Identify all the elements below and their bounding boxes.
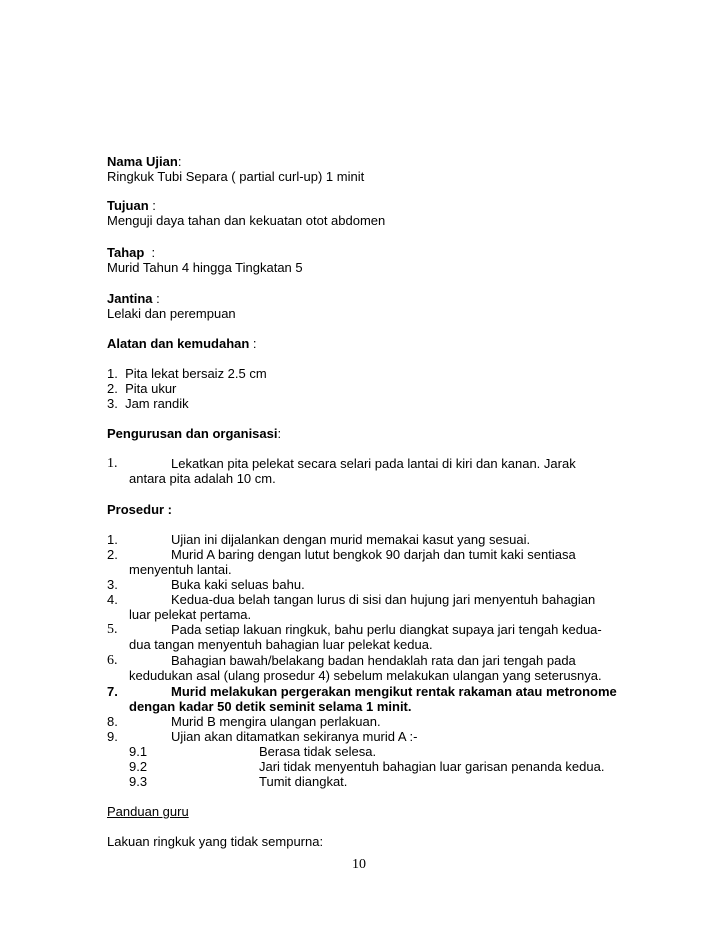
- nama-ujian-colon: :: [177, 154, 182, 169]
- list-number: 9.3: [129, 774, 148, 789]
- jantina-colon: :: [152, 291, 160, 306]
- panduan-text: Lakuan ringkuk yang tidak sempurna:: [107, 834, 324, 849]
- list-number: 6.: [107, 653, 118, 668]
- list-text: Kedua-dua belah tangan lurus di sisi dan hujung jari menyentuh bahagian: [171, 592, 596, 607]
- tahap-value: Murid Tahun 4 hingga Tingkatan 5: [107, 260, 303, 275]
- alatan-label: Alatan dan kemudahan: [107, 336, 250, 351]
- field-alatan: [107, 336, 707, 351]
- list-item: [107, 396, 707, 411]
- jantina-label: Jantina: [107, 291, 153, 306]
- list-text: Tumit diangkat.: [259, 774, 348, 789]
- prosedur-item-2-continued: menyentuh lantai.: [129, 562, 232, 577]
- pengurusan-heading: [107, 426, 707, 441]
- pengurusan-label: Pengurusan dan organisasi: [107, 426, 278, 441]
- tahap-label: Tahap: [107, 245, 145, 260]
- tahap-colon: :: [144, 245, 156, 260]
- list-text: Jam randik: [125, 396, 189, 411]
- list-number: 9.: [107, 729, 118, 744]
- prosedur-label: Prosedur :: [107, 502, 173, 517]
- list-item: [107, 366, 707, 381]
- list-number: 9.2: [129, 759, 148, 774]
- list-number: 1.: [107, 532, 118, 547]
- list-number: 1.: [107, 366, 118, 381]
- list-number: 5.: [107, 622, 118, 637]
- list-text: Bahagian bawah/belakang badan hendaklah rata dan jari tengah pada: [171, 653, 576, 668]
- list-number: 7.: [107, 684, 118, 699]
- list-number: 9.1: [129, 744, 148, 759]
- field-tahap: [107, 245, 707, 275]
- list-number: 1.: [107, 456, 118, 471]
- pengurusan-item-continued: antara pita adalah 10 cm.: [129, 471, 276, 486]
- prosedur-item-7-continued: dengan kadar 50 detik seminit selama 1 minit.: [129, 699, 412, 714]
- list-text: Murid A baring dengan lutut bengkok 90 darjah dan tumit kaki sentiasa: [171, 547, 576, 562]
- tujuan-colon: :: [148, 198, 156, 213]
- list-text: Pita lekat bersaiz 2.5 cm: [125, 366, 267, 381]
- list-number: 2.: [107, 381, 118, 396]
- list-text: Ujian akan ditamatkan sekiranya murid A :-: [171, 729, 418, 744]
- alatan-colon: :: [249, 336, 257, 351]
- nama-ujian-label: Nama Ujian: [107, 154, 178, 169]
- list-text: Lekatkan pita pelekat secara selari pada lantai di kiri dan kanan. Jarak: [171, 456, 576, 471]
- list-text: Pada setiap lakuan ringkuk, bahu perlu diangkat supaya jari tengah kedua-: [171, 622, 602, 637]
- tujuan-value: Menguji daya tahan dan kekuatan otot abdomen: [107, 213, 386, 228]
- alatan-list: [107, 366, 707, 411]
- panduan-guru-title: Panduan guru: [107, 804, 189, 819]
- list-number: 4.: [107, 592, 118, 607]
- list-text: Ujian ini dijalankan dengan murid memakai kasut yang sesuai.: [171, 532, 531, 547]
- tujuan-label: Tujuan: [107, 198, 149, 213]
- list-number: 2.: [107, 547, 118, 562]
- prosedur-item-4-continued: luar pelekat pertama.: [129, 607, 252, 622]
- panduan-heading: [107, 804, 707, 819]
- jantina-value: Lelaki dan perempuan: [107, 306, 236, 321]
- page-number: 10: [352, 857, 366, 872]
- list-item: [107, 381, 707, 396]
- list-number: 3.: [107, 577, 118, 592]
- list-text: Jari tidak menyentuh bahagian luar garisan penanda kedua.: [259, 759, 605, 774]
- list-text: Murid B mengira ulangan perlakuan.: [171, 714, 381, 729]
- prosedur-item-5-continued: dua tangan menyentuh bahagian luar pelekat kedua.: [129, 637, 433, 652]
- pengurusan-colon: :: [277, 426, 282, 441]
- list-number: 8.: [107, 714, 118, 729]
- list-text: Berasa tidak selesa.: [259, 744, 377, 759]
- field-jantina: [107, 291, 707, 321]
- field-nama-ujian: [107, 154, 707, 184]
- field-tujuan: [107, 198, 707, 228]
- list-text: Murid melakukan pergerakan mengikut rentak rakaman atau metronome: [171, 684, 617, 699]
- list-text: Buka kaki seluas bahu.: [171, 577, 305, 592]
- list-number: 3.: [107, 396, 118, 411]
- prosedur-heading: [107, 502, 707, 517]
- nama-ujian-value: Ringkuk Tubi Separa ( partial curl-up) 1 minit: [107, 169, 365, 184]
- prosedur-item-6-continued: kedudukan asal (ulang prosedur 4) sebelum melakukan ulangan yang seterusnya.: [129, 668, 602, 683]
- list-text: Pita ukur: [125, 381, 177, 396]
